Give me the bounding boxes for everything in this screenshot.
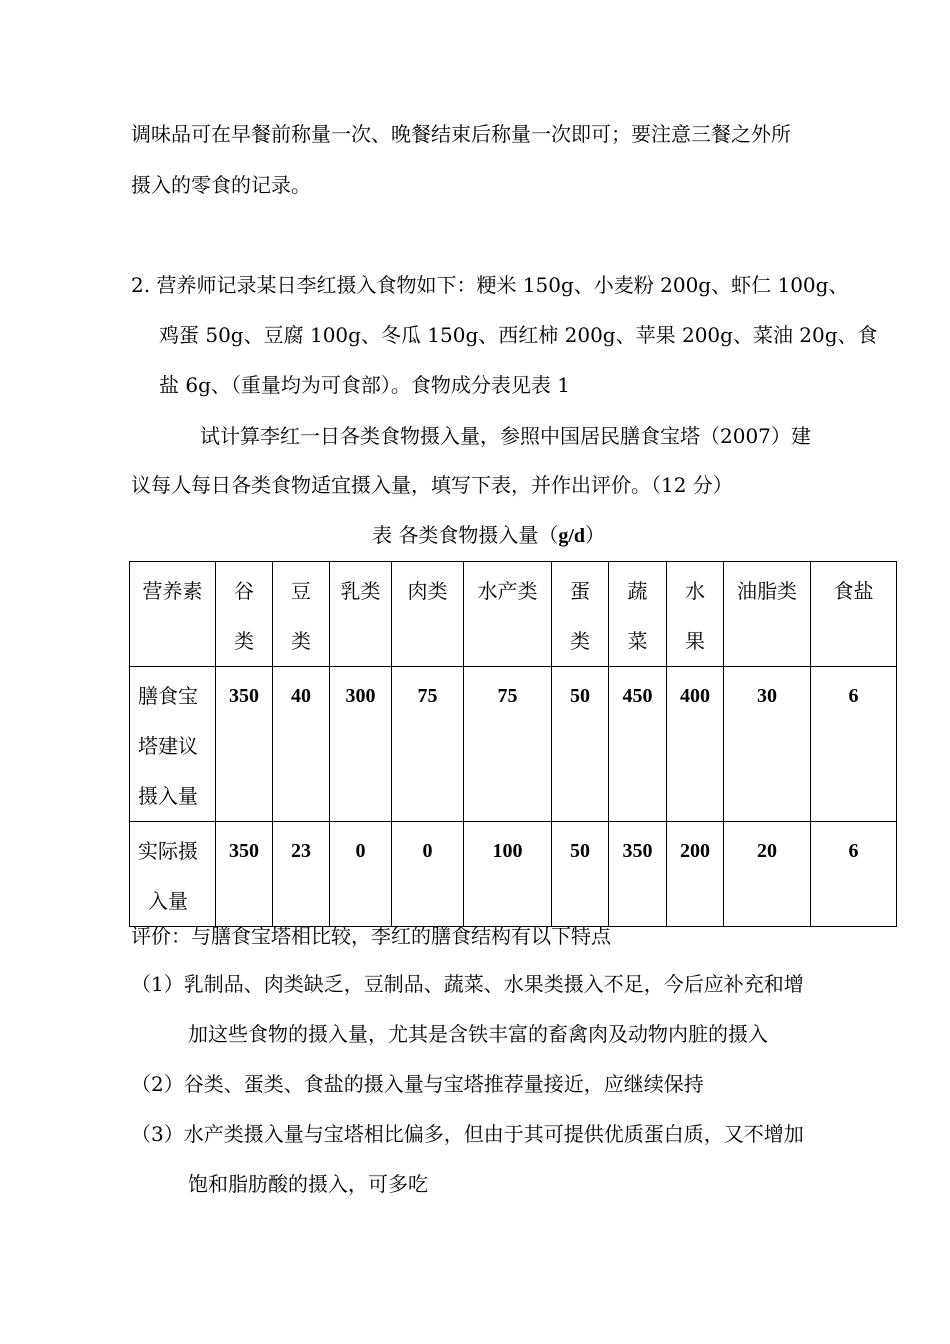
header-cell-text: 蔬 <box>627 579 648 603</box>
table-cell-value: 50 <box>552 667 609 822</box>
header-nutrient: 营养素 <box>130 562 216 667</box>
header-cell-text: 类 <box>570 629 590 653</box>
header-cell <box>724 562 811 667</box>
question-line-4: 试计算李红一日各类食物摄入量，参照中国居民膳食宝塔（2007）建 <box>200 424 811 448</box>
header-cell <box>464 562 552 667</box>
table-cell-value: 75 <box>392 667 464 822</box>
header-cell-text: 食盐 <box>833 579 874 603</box>
header-cell-text: 油脂类 <box>737 579 797 603</box>
evaluation-line-4: （3）水产类摄入量与宝塔相比偏多，但由于其可提供优质蛋白质，又不增加 <box>131 1122 804 1146</box>
row-label-text: 膳食宝 <box>138 684 198 708</box>
header-cell-text: 果 <box>685 629 705 653</box>
table-cell-value: 350 <box>216 822 273 927</box>
question-line-3: 盐 6g、（重量均为可食部）。食物成分表见表 1 <box>159 373 570 397</box>
table-cell-value: 23 <box>273 822 330 927</box>
table-caption-suffix: ） <box>585 523 606 547</box>
table-row <box>130 822 897 927</box>
table-cell-value: 6 <box>811 822 897 927</box>
question-line-2: 鸡蛋 50g、豆腐 100g、冬瓜 150g、西红柿 200g、苹果 200g、菜油 20g、食 <box>159 323 878 347</box>
question-line-1: 2. 营养师记录某日李红摄入食物如下：粳米 150g、小麦粉 200g、虾仁 100g、 <box>131 273 849 297</box>
header-cell <box>273 562 330 667</box>
header-cell <box>392 562 464 667</box>
table-caption-prefix: 表 各类食物摄入量（ <box>372 523 559 547</box>
table-cell-value: 6 <box>811 667 897 822</box>
header-cell <box>609 562 667 667</box>
header-cell-text: 肉类 <box>407 579 448 603</box>
header-cell <box>667 562 724 667</box>
header-cell-text: 蛋 <box>570 579 590 603</box>
table-caption <box>372 521 605 550</box>
header-cell-text: 类 <box>291 629 311 653</box>
table-row <box>130 667 897 822</box>
header-cell <box>811 562 897 667</box>
table-cell-value: 50 <box>552 822 609 927</box>
row-label-text: 实际摄 <box>138 839 198 863</box>
table-cell-value: 20 <box>724 822 811 927</box>
table-cell-value: 40 <box>273 667 330 822</box>
header-cell <box>552 562 609 667</box>
header-cell-text: 乳类 <box>340 579 381 603</box>
table-cell-value: 200 <box>667 822 724 927</box>
header-cell-text: 水 <box>685 579 705 603</box>
intro-line-1: 调味品可在早餐前称量一次、晚餐结束后称量一次即可；要注意三餐之外所 <box>131 122 791 146</box>
row-label-text: 摄入量 <box>138 784 198 808</box>
table-cell-value: 100 <box>464 822 552 927</box>
header-cell-text: 类 <box>234 629 254 653</box>
row-label-text: 塔建议 <box>138 734 198 758</box>
table-cell-value: 350 <box>216 667 273 822</box>
table-cell-value: 400 <box>667 667 724 822</box>
evaluation-line-1: （1）乳制品、肉类缺乏，豆制品、蔬菜、水果类摄入不足，今后应补充和增 <box>131 972 804 996</box>
row-label <box>130 667 216 822</box>
evaluation-title: 评价：与膳食宝塔相比较，李红的膳食结构有以下特点 <box>131 924 611 948</box>
table-cell-value: 450 <box>609 667 667 822</box>
header-cell-text: 豆 <box>291 579 311 603</box>
row-label-text: 入量 <box>148 889 188 913</box>
header-cell-text: 菜 <box>627 629 648 653</box>
table-cell-value: 0 <box>392 822 464 927</box>
header-cell-text: 谷 <box>234 579 254 603</box>
question-line-5: 议每人每日各类食物适宜摄入量，填写下表，并作出评价。（12 分） <box>131 473 733 497</box>
table-header-row <box>130 562 897 667</box>
table-cell-value: 350 <box>609 822 667 927</box>
intro-line-2: 摄入的零食的记录。 <box>131 173 311 197</box>
evaluation-line-5: 饱和脂肪酸的摄入，可多吃 <box>188 1172 428 1196</box>
header-cell <box>216 562 273 667</box>
table-cell-value: 30 <box>724 667 811 822</box>
food-intake-table <box>129 561 897 927</box>
evaluation-line-3: （2）谷类、蛋类、食盐的摄入量与宝塔推荐量接近，应继续保持 <box>131 1072 704 1096</box>
row-label <box>130 822 216 927</box>
table-cell-value: 75 <box>464 667 552 822</box>
header-cell <box>330 562 392 667</box>
evaluation-line-2: 加这些食物的摄入量，尤其是含铁丰富的畜禽肉及动物内脏的摄入 <box>188 1022 768 1046</box>
table-caption-unit: g/d <box>558 525 586 547</box>
table-cell-value: 0 <box>330 822 392 927</box>
table-cell-value: 300 <box>330 667 392 822</box>
header-cell-text: 水产类 <box>477 579 538 603</box>
